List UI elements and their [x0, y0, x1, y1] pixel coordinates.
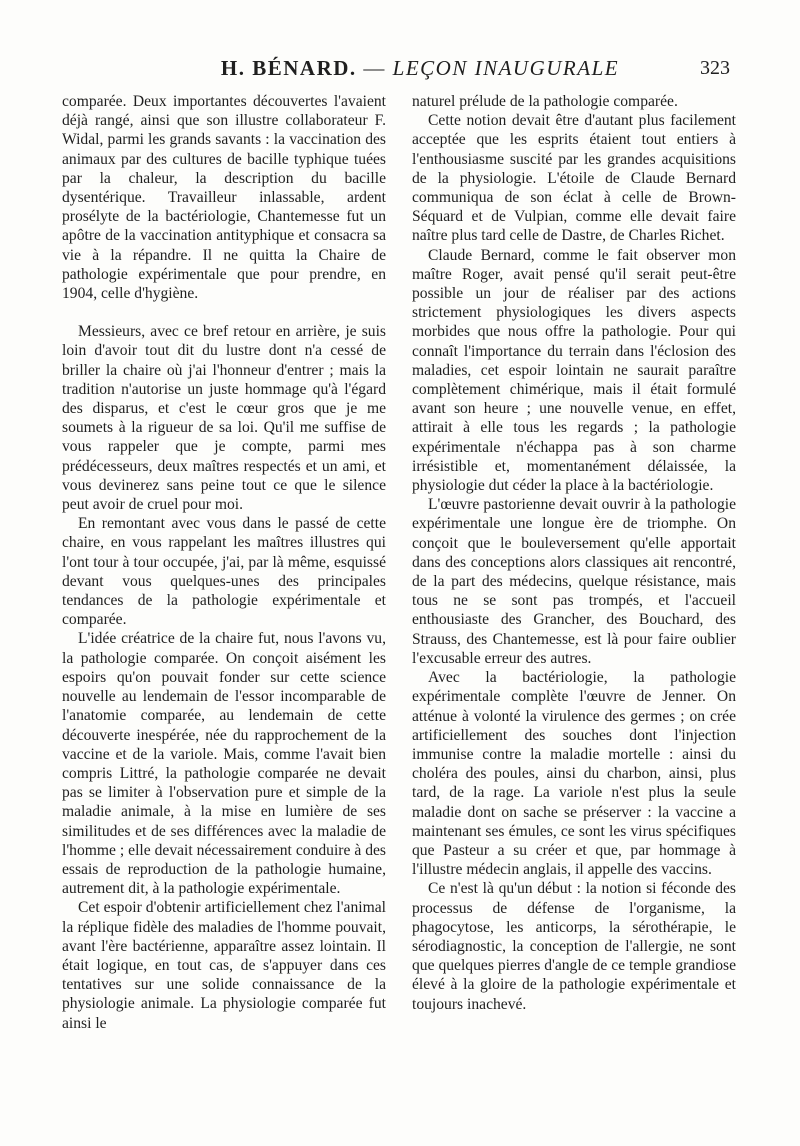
- paragraph: Claude Bernard, comme le fait observer mon maître Roger, avait pensé qu'il serait peut-être possible un jour de réaliser par des actions strictement physiologiques les divers aspects morbides que nous offre la pathologie. Pour qui connaît l'importance du terrain dans l'éclosion des maladies, cet espoir lointain ne saurait paraître complètement chimérique, mais il était formulé avant son heure ; une nouvelle venue, en effet, attirait à elle tous les regards ; la pathologie expérimentale n'échappa pas à son charme irrésistible et, momentanément délaissée, la physiologie dut céder la place à la bactériologie.: [412, 246, 736, 495]
- header-lesson-title: LEÇON INAUGURALE: [392, 56, 620, 80]
- paragraph: Cet espoir d'obtenir artificiellement chez l'animal la réplique fidèle des maladies de l'homme pouvait, avant l'ère bactérienne, apparaître assez lointain. Il était logique, en tout cas, de s'appuyer dans ces tentatives sur une solide connaissance de la physiologie animale. La physiologie comparée fut ainsi le: [62, 899, 386, 1032]
- left-column: [62, 92, 386, 1033]
- paragraph: L'œuvre pastorienne devait ouvrir à la pathologie expérimentale une longue ère de triomphe. On conçoit que le bouleversement qu'elle apportait dans des conceptions alors classiques ait rencontré, de la part des médecins, quelque résistance, mais tous ne se sont pas trompés, et l'accueil enthousiaste des Grancher, des Bouchard, des Strauss, des Chantemesse, est là pour faire oublier l'excusable erreur des autres.: [412, 496, 736, 667]
- running-header: [60, 56, 730, 88]
- right-column: [412, 92, 736, 1014]
- header-author: H. BÉNARD.: [220, 56, 357, 80]
- paragraph: comparée. Deux importantes découvertes l'avaient déjà rangé, ainsi que son illustre collaborateur F. Widal, parmi les grands savants : la vaccination des animaux par des cultures de bacille typhique tuées par la chaleur, la description du bacille dysentérique. Travailleur inlassable, ardent prosélyte de la bactériologie, Chantemesse fut un apôtre de la vaccination antityphique et consacra sa vie à la répandre. Il ne quitta la Chaire de pathologie expérimentale que pour prendre, en 1904, celle d'hygiène.: [62, 93, 386, 303]
- paragraph: Avec la bactériologie, la pathologie expérimentale complète l'œuvre de Jenner. On atténue à volonté la virulence des germes ; on crée artificiellement des souches dont l'injection immunise contre la maladie mortelle : ainsi du choléra des poules, ainsi du charbon, ainsi, plus tard, de la rage. La variole n'est plus la seule maladie dont on sache se préserver : la vaccine a maintenant ses émules, ce sont les virus spécifiques que Pasteur a su créer et que, par hommage à l'illustre médecin anglais, il appelle des vaccins.: [412, 669, 736, 879]
- paragraph: L'idée créatrice de la chaire fut, nous l'avons vu, la pathologie comparée. On conçoit aisément les espoirs qu'on pouvait fonder sur cette science nouvelle au lendemain de l'essor incomparable de l'anatomie comparée, au lendemain de cette découverte inespérée, née du rapprochement de la vaccine et de la variole. Mais, comme l'avait bien compris Littré, la pathologie comparée ne devait pas se limiter à l'observation pure et simple de la maladie animale, à la mise en lumière de ses similitudes et de ses différences avec la maladie de l'homme ; elle devait nécessairement conduire à des essais de reproduction de la pathologie humaine, autrement dit, à la pathologie expérimentale.: [62, 630, 386, 898]
- paragraph: Messieurs, avec ce bref retour en arrière, je suis loin d'avoir tout dit du lustre dont n'a cessé de briller la chaire où j'ai l'honneur d'entrer ; mais la tradition n'autorise un juste hommage qu'à l'égard des disparus, et c'est le cœur gros que je me soumets à la rigueur de sa loi. Qu'il me suffise de vous rappeler que je compte, parmi mes prédécesseurs, deux maîtres respectés et un ami, et vous devinerez sans peine tout ce que le silence peut avoir de cruel pour moi.: [62, 323, 386, 514]
- header-title: [210, 56, 630, 81]
- page-number: 323: [700, 57, 730, 79]
- header-separator: —: [356, 56, 393, 80]
- paragraph: Ce n'est là qu'un début : la notion si féconde des processus de défense de l'organisme, la phagocytose, les anticorps, la sérothérapie, le sérodiagnostic, la conception de l'allergie, ne sont que quelques pierres d'angle de ce temple grandiose élevé à la gloire de la pathologie expérimentale et toujours inachevé.: [412, 880, 736, 1013]
- paragraph: naturel prélude de la pathologie comparée.: [412, 93, 678, 110]
- paragraph: Cette notion devait être d'autant plus facilement acceptée que les esprits étaient tout entiers à l'enthousiasme suscité par les grandes acquisitions de la physiologie. L'étoile de Claude Bernard communiqua de son éclat à celle de Brown-Séquard et de Vulpian, comme elle devait faire naître plus tard celle de Dastre, de Charles Richet.: [412, 112, 736, 245]
- paragraph: En remontant avec vous dans le passé de cette chaire, en vous rappelant les maîtres illustres qui l'ont tour à tour occupée, j'ai, par là même, esquissé devant vous quelques-unes des principales tendances de la pathologie expérimentale et comparée.: [62, 515, 386, 629]
